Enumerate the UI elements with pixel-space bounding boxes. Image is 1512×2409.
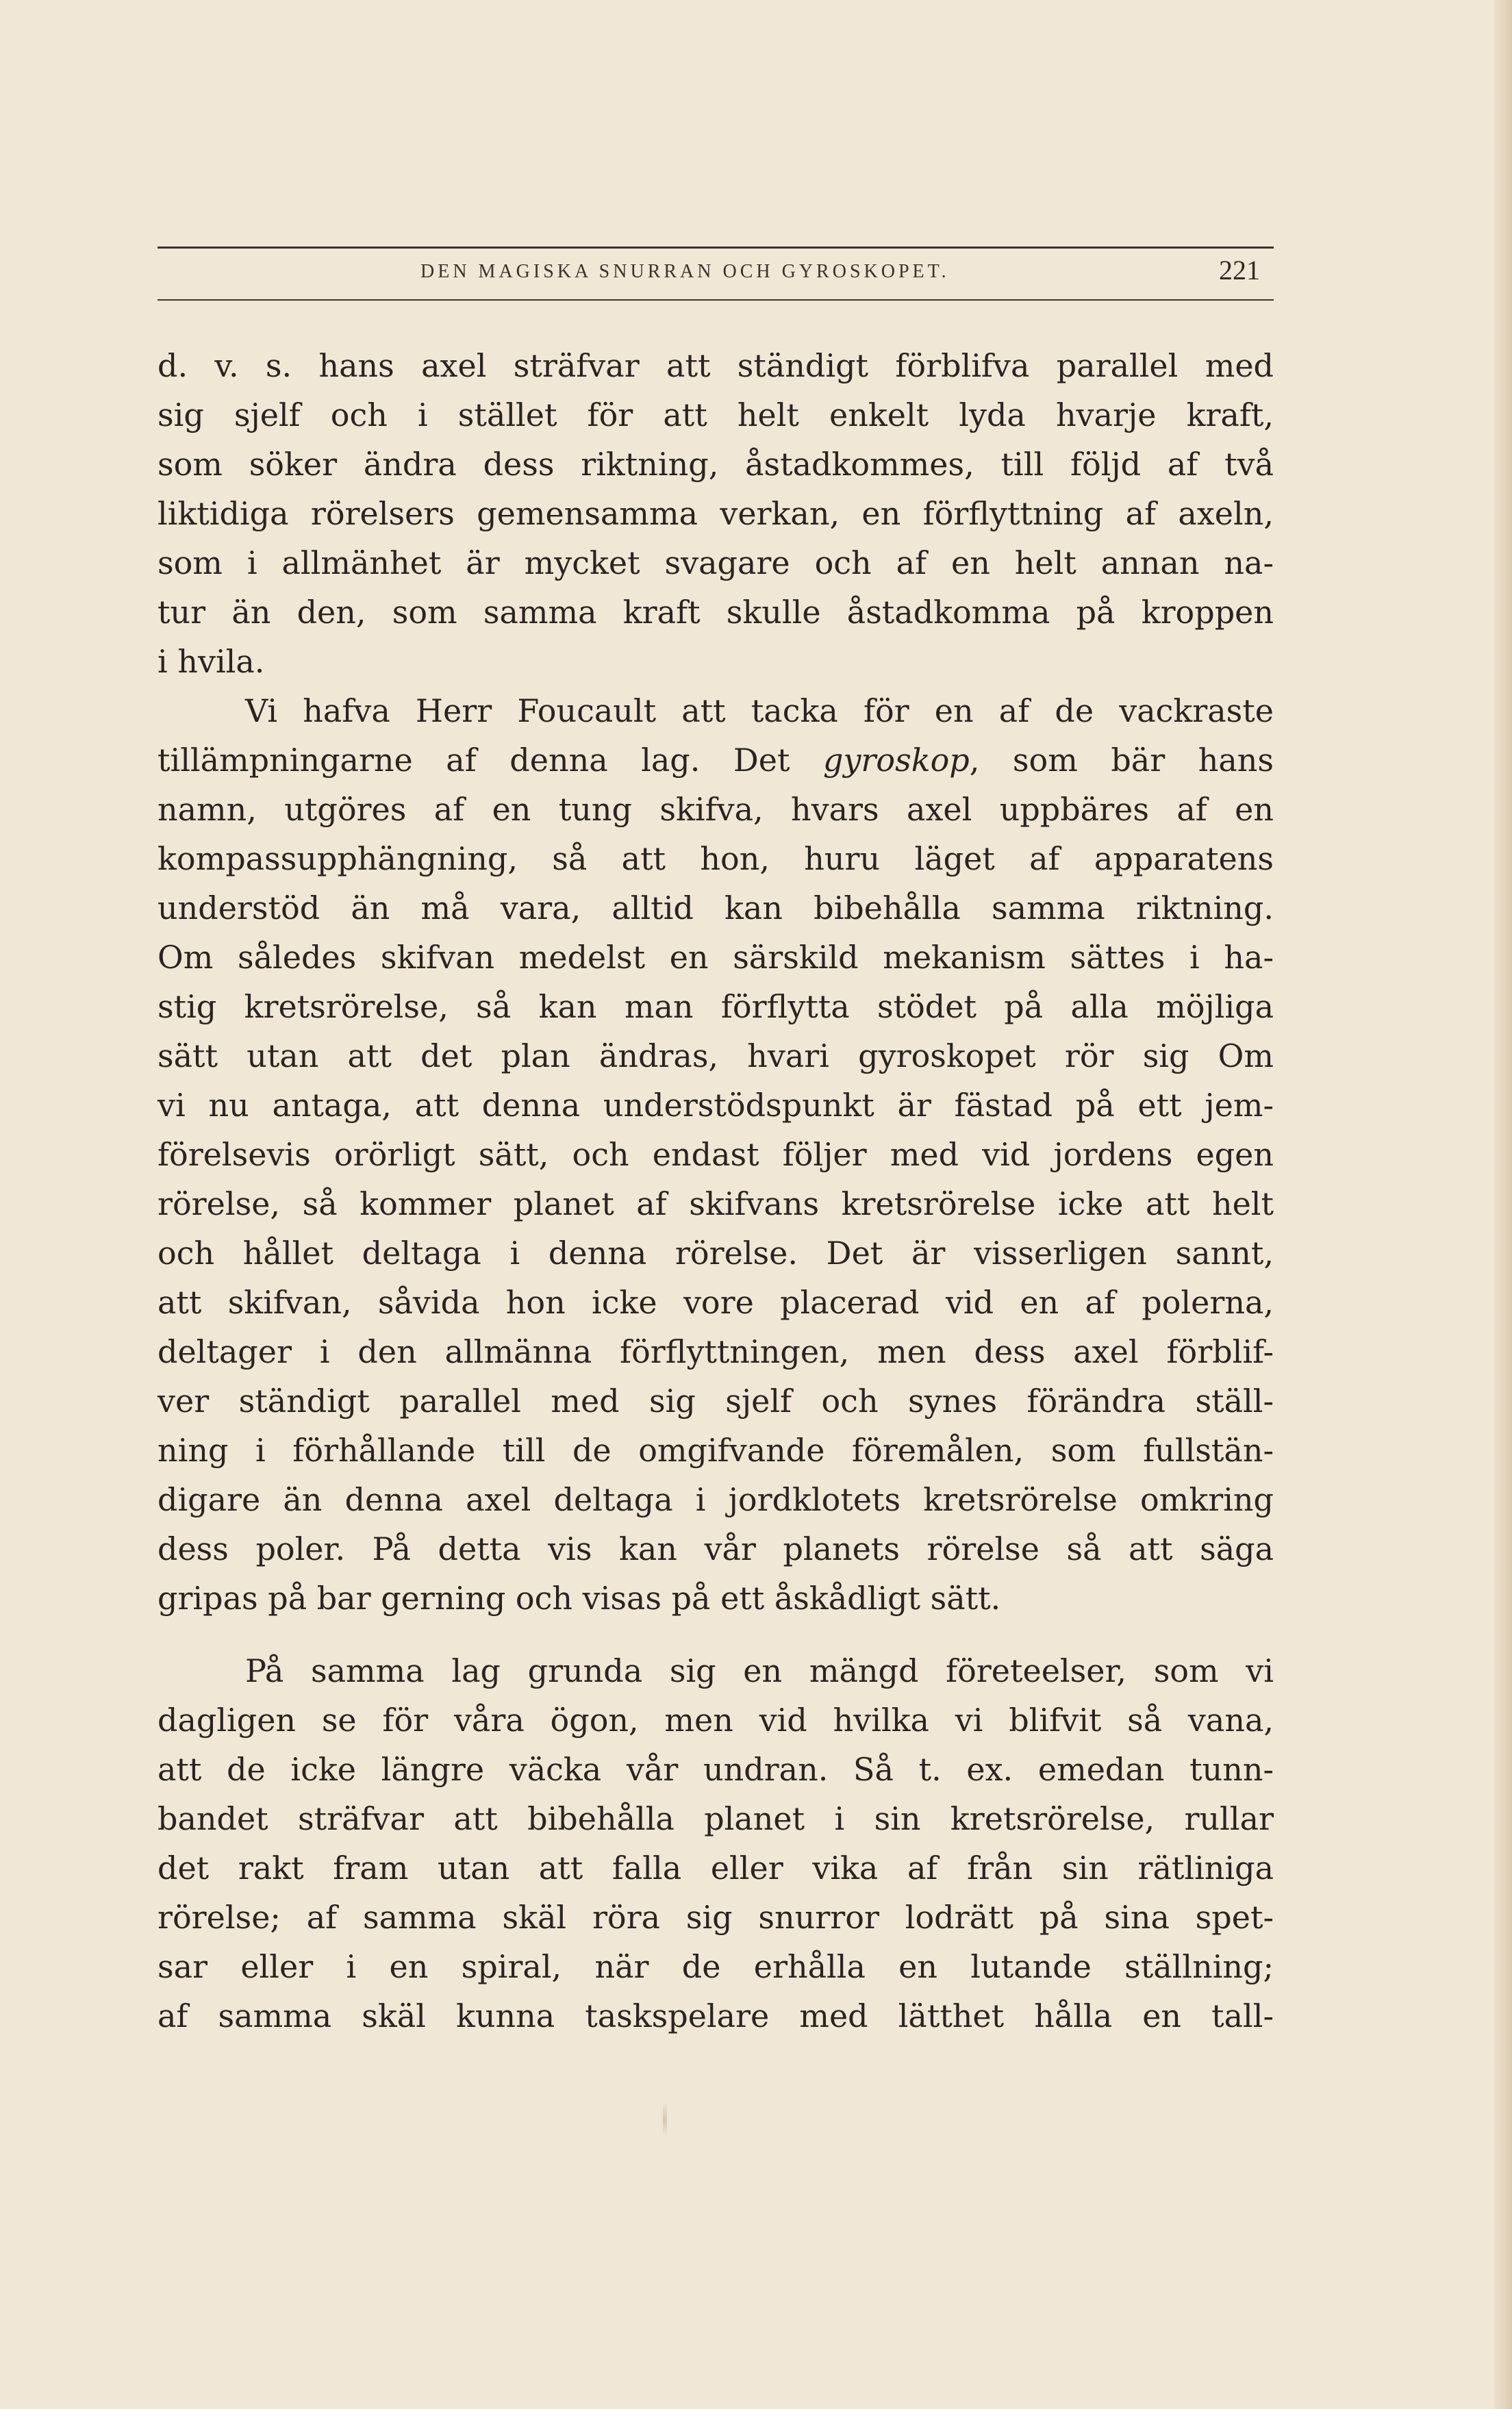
text-line: namn, utgöres af en tung skifva, hvars axel uppbäres af en (158, 791, 1274, 828)
line-text: tillämpningarne af denna lag. Det gyroskop, som bär hans (158, 742, 1274, 779)
paragraph-gap (158, 1623, 1274, 1646)
text-line: och hållet deltaga i denna rörelse. Det är visserligen sannt, (158, 1235, 1274, 1272)
text-line: förelsevis orörligt sätt, och endast följer med vid jordens egen (158, 1136, 1274, 1173)
text-line: sätt utan att det plan ändras, hvari gyroskopet rör sig Om (158, 1037, 1274, 1074)
text-line: ver ständigt parallel med sig sjelf och synes förändra ställ- (158, 1383, 1274, 1420)
text-line: att de icke längre väcka vår undran. Så t. ex. emedan tunn- (158, 1751, 1274, 1788)
running-title: DEN MAGISKA SNURRAN OCH GYROSKOPET. (420, 261, 950, 282)
text-line: tur än den, som samma kraft skulle åstadkomma på kroppen (158, 594, 1274, 631)
text-line: bandet sträfvar att bibehålla planet i sin kretsrörelse, rullar (158, 1800, 1274, 1837)
page-edge (1494, 0, 1512, 2409)
page-number: 221 (1219, 255, 1260, 286)
text-line: sig sjelf och i stället för att helt enkelt lyda hvarje kraft, (158, 396, 1274, 433)
paper-speck (663, 2095, 667, 2143)
paragraph-3 (158, 1646, 1274, 2041)
text-line: vi nu antaga, att denna understödspunkt är fästad på ett jem- (158, 1087, 1274, 1124)
italic-word: gyroskop (823, 742, 970, 779)
text-line: digare än denna axel deltaga i jordklotets kretsrörelse omkring (158, 1481, 1274, 1518)
text-line: Vi hafva Herr Foucault att tacka för en af de vackraste (245, 692, 1274, 729)
text-line: liktidiga rörelsers gemensamma verkan, en förflyttning af axeln, (158, 495, 1274, 532)
text-line: rörelse, så kommer planet af skifvans kretsrörelse icke att helt (158, 1185, 1274, 1222)
running-header (158, 247, 1274, 301)
text-line: Om således skifvan medelst en särskild mekanism sättes i ha- (158, 939, 1274, 976)
paragraph-1 (158, 341, 1274, 686)
text-line: d. v. s. hans axel sträfvar att ständigt förblifva parallel med (158, 347, 1274, 384)
text-line: gripas på bar gerning och visas på ett åskådligt sätt. (158, 1580, 1001, 1617)
text-line: att skifvan, såvida hon icke vore placerad vid en af polerna, (158, 1284, 1274, 1321)
text-line: stig kretsrörelse, så kan man förflytta stödet på alla möjliga (158, 988, 1274, 1025)
text-line-gyroskop (158, 735, 1274, 785)
text-line: understöd än må vara, alltid kan bibehålla samma riktning. (158, 890, 1274, 926)
text-line: deltager i den allmänna förflyttningen, men dess axel förblif- (158, 1333, 1274, 1370)
text-line: det rakt fram utan att falla eller vika af från sin rätliniga (158, 1850, 1274, 1887)
text-line: rörelse; af samma skäl röra sig snurror lodrätt på sina spet- (158, 1899, 1274, 1936)
text-line: ning i förhållande till de omgifvande föremålen, som fullstän- (158, 1432, 1274, 1469)
text-line: sar eller i en spiral, när de erhålla en lutande ställning; (158, 1948, 1274, 1985)
text-line: som söker ändra dess riktning, åstadkommes, till följd af två (158, 446, 1274, 483)
text-line: af samma skäl kunna taskspelare med lätthet hålla en tall- (158, 1997, 1274, 2034)
text-line: På samma lag grunda sig en mängd företeelser, som vi (245, 1652, 1274, 1689)
text-line: i hvila. (158, 643, 265, 680)
text-line: dess poler. På detta vis kan vår planets rörelse så att säga (158, 1530, 1274, 1567)
text-line: kompassupphängning, så att hon, huru läget af apparatens (158, 840, 1274, 877)
body-text (158, 341, 1274, 2041)
text-line: dagligen se för våra ögon, men vid hvilka vi blifvit så vana, (158, 1702, 1274, 1739)
text-line: som i allmänhet är mycket svagare och af en helt annan na- (158, 544, 1274, 581)
paragraph-2 (158, 686, 1274, 1623)
